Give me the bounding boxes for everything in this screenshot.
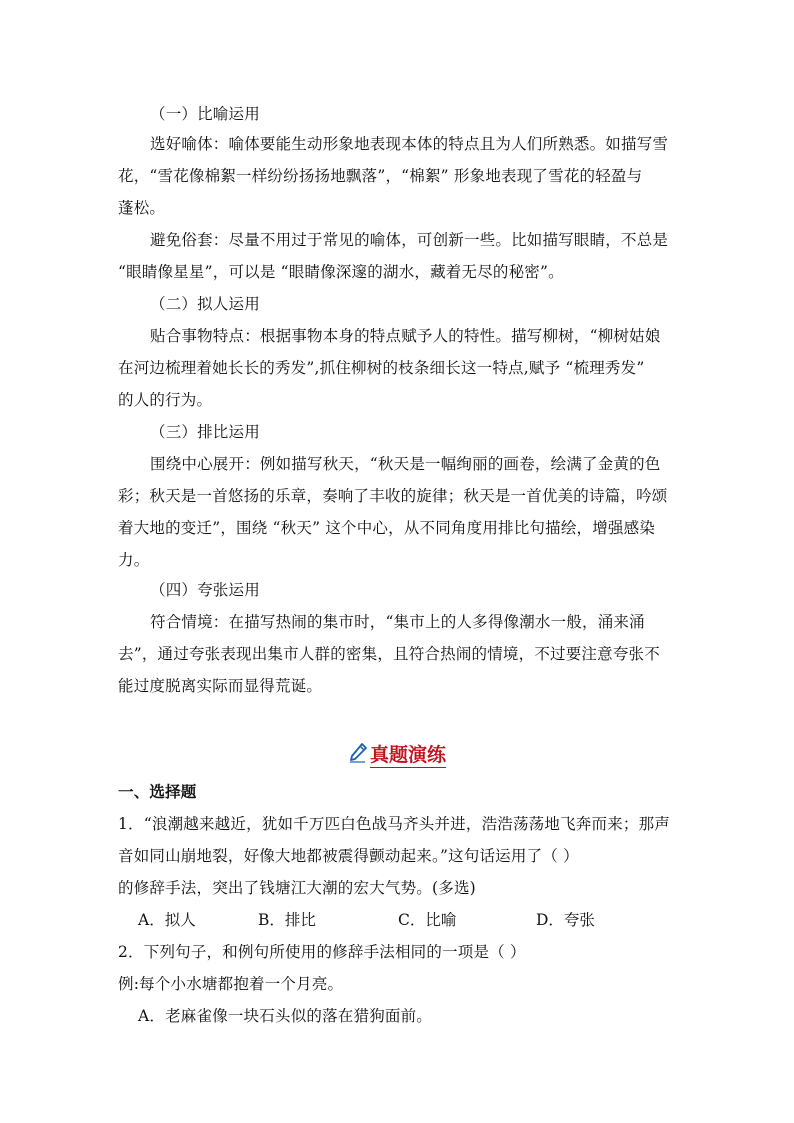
paragraph-line: 在河边梳理着她长长的秀发”,抓住柳树的枝条细长这一特点,赋予 “梳理秀发” — [118, 359, 645, 377]
paragraph-line: “眼睛像星星”，可以是 “眼睛像深邃的湖水，藏着无尽的秘密”。 — [118, 263, 564, 281]
section-title: （三）排比运用 — [150, 423, 260, 441]
paragraph-line: 的人的行为。 — [118, 391, 213, 409]
paragraph-line: 蓬松。 — [118, 199, 166, 217]
paragraph-line: 避免俗套：尽量不用过于常见的喻体，可创新一些。比如描写眼睛，不总是 — [150, 231, 669, 249]
option-line: A．老麻雀像一块石头似的落在猎狗面前。 — [138, 1007, 432, 1025]
paragraph-line: 去”，通过夸张表现出集市人群的密集，且符合热闹的情境，不过要注意夸张不 — [118, 645, 660, 663]
option-c: C．比喻 — [398, 911, 457, 929]
option-b: B．排比 — [258, 911, 316, 929]
practice-heading-text: 真题演练 — [369, 744, 446, 766]
question-line: 音如同山崩地裂，好像大地都被震得颤动起来。”这句话运用了（ ） — [118, 847, 579, 865]
paragraph-line: 符合情境：在描写热闹的集市时，“集市上的人多得像潮水一般，涌来涌 — [150, 613, 645, 631]
paragraph-line: 能过度脱离实际而显得荒诞。 — [118, 677, 323, 695]
section-title: （二）拟人运用 — [150, 295, 260, 313]
paragraph-line: 贴合事物特点：根据事物本身的特点赋予人的特性。描写柳树，“柳树姑娘 — [150, 327, 661, 345]
paragraph-line: 围绕中心展开：例如描写秋天，“秋天是一幅绚丽的画卷，绘满了金黄的色 — [150, 455, 661, 473]
practice-heading — [0, 742, 794, 771]
section-title: （四）夸张运用 — [150, 581, 260, 599]
paragraph-line: 选好喻体：喻体要能生动形象地表现本体的特点且为人们所熟悉。如描写雪 — [150, 135, 669, 153]
paragraph-line: 着大地的变迁”，围绕 “秋天” 这个中心，从不同角度用排比句描绘，增强感染 — [118, 519, 656, 537]
pencil-icon — [348, 742, 368, 771]
option-d: D．夸张 — [536, 911, 595, 929]
paragraph-line: 力。 — [118, 551, 150, 569]
part-title: 一、选择题 — [118, 782, 197, 801]
question-line: 的修辞手法，突出了钱塘江大潮的宏大气势。(多选) — [118, 879, 476, 897]
question-line: 1．“浪潮越来越近，犹如千万匹白色战马齐头并进，浩浩荡荡地飞奔而来；那声 — [118, 815, 670, 833]
paragraph-line: 彩；秋天是一首悠扬的乐章，奏响了丰收的旋律；秋天是一首优美的诗篇，吟颂 — [118, 487, 668, 505]
option-a: A．拟人 — [138, 911, 196, 929]
section-title: （一）比喻运用 — [150, 105, 260, 123]
paragraph-line: 花，“雪花像棉絮一样纷纷扬扬地飘落”，“棉絮” 形象地表现了雪花的轻盈与 — [118, 167, 643, 185]
question-line: 2．下列句子，和例句所使用的修辞手法相同的一项是（ ） — [118, 943, 526, 961]
example-line: 例:每个小水塘都抱着一个月亮。 — [118, 975, 344, 993]
